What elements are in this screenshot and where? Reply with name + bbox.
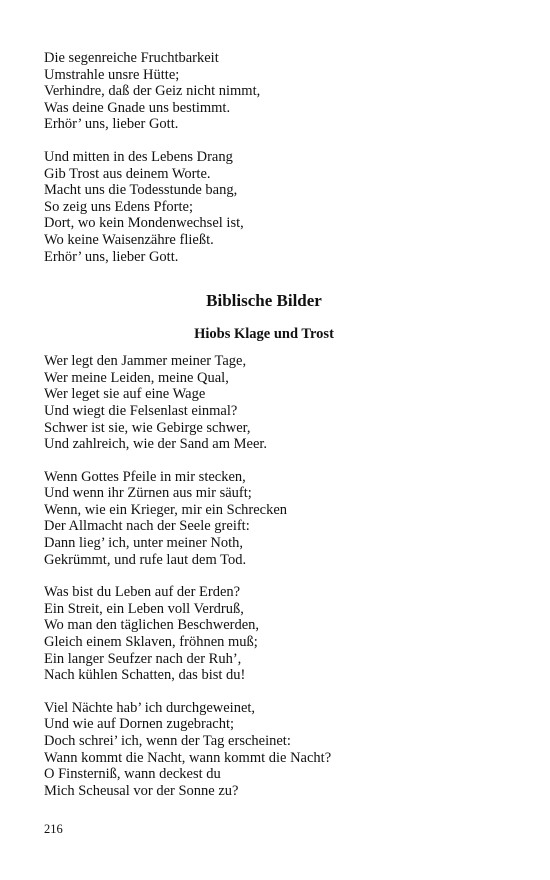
verse-line: Mich Scheusal vor der Sonne zu? — [44, 782, 239, 799]
verse-line: Gib Trost aus deinem Worte. — [44, 165, 211, 182]
verse-line: Dann lieg’ ich, unter meiner Noth, — [44, 535, 244, 552]
verse-line: Der Allmacht nach der Seele greift: — [44, 518, 250, 535]
stanza — [44, 469, 514, 569]
stanza — [44, 353, 514, 453]
verse-line: Ein langer Seufzer nach der Ruh’, — [44, 650, 242, 667]
page-number: 216 — [44, 822, 63, 836]
verse-line: Wo man den täglichen Beschwerden, — [44, 617, 260, 634]
verse-line: Viel Nächte hab’ ich durchgeweinet, — [44, 699, 256, 716]
verse-line: Gleich einem Sklaven, fröhnen muß; — [44, 634, 258, 651]
verse-line: Gekrümmt, und rufe laut dem Tod. — [44, 551, 247, 568]
verse-line: Wenn, wie ein Krieger, mir ein Schrecken — [44, 501, 288, 518]
verse-line: Wer legt den Jammer meiner Tage, — [44, 353, 247, 370]
verse-line: Die segenreiche Fruchtbarkeit — [44, 50, 219, 66]
verse-line: Macht uns die Todesstunde bang, — [44, 182, 238, 199]
verse-line: Und wie auf Dornen zugebracht; — [44, 716, 235, 733]
verse-line: So zeig uns Edens Pforte; — [44, 198, 194, 215]
verse-line: Erhör’ uns, lieber Gott. — [44, 116, 179, 133]
verse-line: Und wenn ihr Zürnen aus mir säuft; — [44, 485, 252, 502]
stanza — [44, 584, 514, 684]
verse-line: Was bist du Leben auf der Erden? — [44, 584, 241, 601]
poem-title: Hiobs Klage und Trost — [194, 326, 334, 343]
verse-line: Doch schrei’ ich, wenn der Tag erscheinet: — [44, 733, 291, 749]
verse-line: Was deine Gnade uns bestimmt. — [44, 99, 231, 116]
verse-line: Und wiegt die Felsenlast einmal? — [44, 402, 238, 419]
verse-line: Wer meine Leiden, meine Qual, — [44, 369, 229, 386]
verse-line: Verhindre, daß der Geiz nicht nimmt, — [44, 83, 261, 100]
stanza — [44, 149, 514, 265]
verse-line: Umstrahle unsre Hütte; — [44, 66, 180, 83]
verse-line: O Finsterniß, wann deckest du — [44, 766, 221, 783]
verse-line: Schwer ist sie, wie Gebirge schwer, — [44, 419, 251, 436]
stanza — [44, 50, 514, 133]
verse-line: Und zahlreich, wie der Sand am Meer. — [44, 436, 268, 453]
verse-line: Erhör’ uns, lieber Gott. — [44, 248, 179, 265]
book-page — [44, 50, 514, 815]
verse-line: Ein Streit, ein Leben voll Verdruß, — [44, 600, 244, 617]
verse-line: Nach kühlen Schatten, das bist du! — [44, 667, 246, 684]
verse-line: Und mitten in des Lebens Drang — [44, 148, 233, 165]
section-title: Biblische Bilder — [206, 291, 322, 311]
verse-line: Wenn Gottes Pfeile in mir stecken, — [44, 468, 246, 485]
stanza — [44, 700, 514, 800]
verse-line: Wer leget sie auf eine Wage — [44, 386, 206, 403]
verse-line: Wann kommt die Nacht, wann kommt die Nacht? — [44, 749, 332, 766]
verse-line: Dort, wo kein Mondenwechsel ist, — [44, 215, 244, 232]
verse-line: Wo keine Waisenzähre fließt. — [44, 231, 214, 248]
